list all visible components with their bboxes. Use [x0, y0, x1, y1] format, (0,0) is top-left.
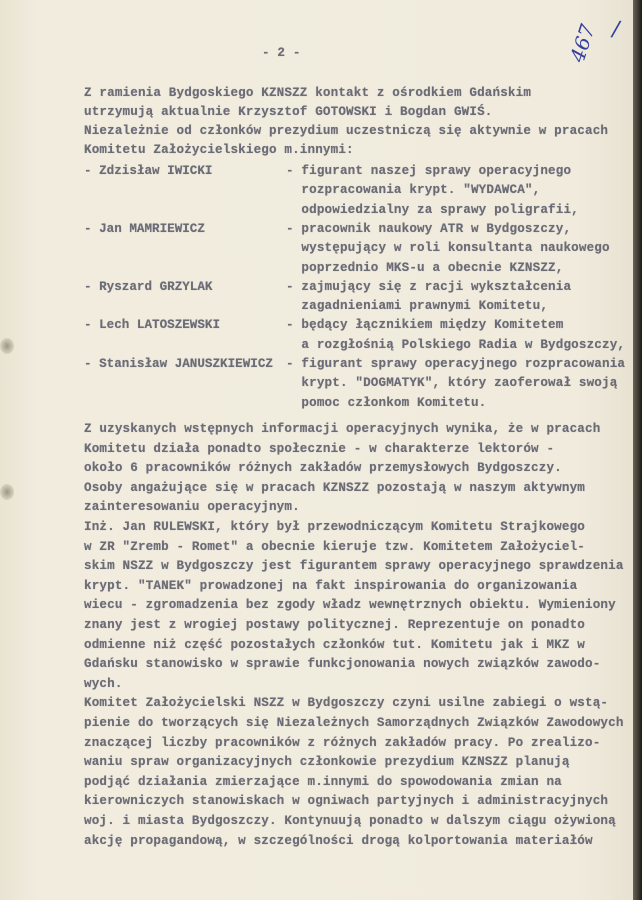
handwritten-mark: / [609, 16, 623, 43]
handwritten-number: 467 [565, 21, 600, 66]
member-description-line: poprzednio MKS-u a obecnie KZNSZZ, [286, 260, 564, 275]
paragraph-line: znaczącej liczby pracowników z różnych zakładów pracy. Po zrealizo- [84, 735, 601, 750]
paragraph-line: kierowniczych stanowiskach w ogniwach partyjnych i administracyjnych [84, 794, 609, 809]
paragraph-line: Inż. Jan RULEWSKI, który był przewodniczącym Komitetu Strajkowego [84, 520, 585, 534]
punch-hole [0, 338, 14, 354]
paragraph-line: Komitet Założycielski NSZZ w Bydgoszczy czyni usilne zabiegi o wstą- [84, 696, 609, 711]
intro-line: Komitetu Założycielskiego m.innymi: [84, 143, 354, 157]
member-name: - Lech LATOSZEWSKI [84, 318, 221, 333]
member-description-line: - zajmujący się z racji wykształcenia [286, 279, 572, 294]
member-description-line: - figurant sprawy operacyjnego rozpracowania [286, 357, 626, 371]
paragraph-line: zainteresowaniu operacyjnym. [84, 500, 300, 515]
member-description-line: - będący łącznikiem między Komitetem [286, 318, 564, 333]
member-name: - Stanisław JANUSZKIEWICZ [84, 357, 273, 371]
paragraph-line: pienie do tworzących się Niezależnych Samorządnych Związków Zawodowych [84, 716, 624, 730]
member-description-line: - pracownik naukowy ATR w Bydgoszczy, [286, 221, 572, 236]
member-name: - Zdzisław IWICKI [84, 164, 213, 178]
member-name: - Ryszard GRZYLAK [84, 279, 213, 294]
member-description-line: rozpracowania krypt. "WYDAWCA", [286, 183, 541, 198]
member-description-line: - figurant naszej sprawy operacyjnego [286, 164, 572, 178]
page-number: - 2 - [262, 46, 301, 60]
member-description-line: zagadnieniami prawnymi Komitetu, [286, 299, 549, 314]
intro-line: utrzymują aktualnie Krzysztof GOTOWSKI i Bogdan GWIŚ. [84, 105, 493, 119]
member-description-line: a rozgłośnią Polskiego Radia w Bydgoszczy, [286, 337, 626, 352]
intro-line: Z ramienia Bydgoskiego KZNSZZ kontakt z ośrodkiem Gdańskim [84, 86, 532, 100]
member-name: - Jan MAMRIEWICZ [84, 221, 205, 236]
paragraph-line: wych. [84, 676, 123, 691]
paragraph-line: w ZR "Zremb - Romet" a obecnie kieruje tzw. Komitetem Założyciel- [84, 539, 585, 554]
paragraph-line: Gdańsku stanowisko w sprawie funkcjonowania nowych związków zawodo- [84, 657, 601, 672]
intro-line: Niezależnie od członków prezydium uczestniczą się aktywnie w pracach [84, 124, 609, 138]
paragraph-line: podjąć działania zmierzające m.innymi do spowodowania zmian na [84, 774, 562, 789]
paragraph-line: akcję propagandową, w szczególności drogą kolportowania materiałów [84, 833, 593, 848]
paragraph-line: około 6 pracowników różnych zakładów przemysłowych Bydgoszczy. [84, 461, 562, 476]
member-description-line: występujący w roli konsultanta naukowego [286, 241, 610, 256]
punch-hole [0, 484, 14, 500]
paragraph-line: Osoby angażujące się w pracach KZNSZZ pozostają w naszym aktywnym [84, 480, 585, 495]
paragraph-line: skim NSZZ w Bydgoszczy jest figurantem sprawy operacyjnego sprawdzenia [84, 559, 624, 574]
paragraph-line: waniu spraw organizacyjnych członkowie prezydium KZNSZZ planują [84, 755, 570, 770]
scan-edge [633, 0, 642, 900]
member-description-line: krypt. "DOGMATYK", który zaoferował swoją [286, 376, 618, 391]
paragraph-line: woj. i miasta Bydgoszczy. Kontynuują ponadto w dalszym ciągu ożywioną [84, 814, 616, 828]
member-description-line: pomoc członkom Komitetu. [286, 395, 487, 410]
member-description-line: odpowiedzialny za sprawy poligrafii, [286, 202, 579, 217]
paragraph-line: wiecu - zgromadzenia bez zgody władz wewnętrznych obiektu. Wymieniony [84, 598, 616, 613]
paragraph-line: znany jest z wrogiej postawy politycznej. Reprezentuje on ponadto [84, 618, 585, 632]
paragraph-line: krypt. "TANEK" prowadzonej na fakt inspirowania do organizowania [84, 578, 578, 593]
paragraph-line: Z uzyskanych wstępnych informacji operacyjnych wynika, że w pracach [84, 422, 601, 436]
paragraph-line: Komitetu działa ponadto społecznie - w charakterze lektorów - [84, 441, 555, 456]
paragraph-line: odmienne niż część pozostałych członków tut. Komitetu jak i MKZ w [84, 637, 585, 652]
